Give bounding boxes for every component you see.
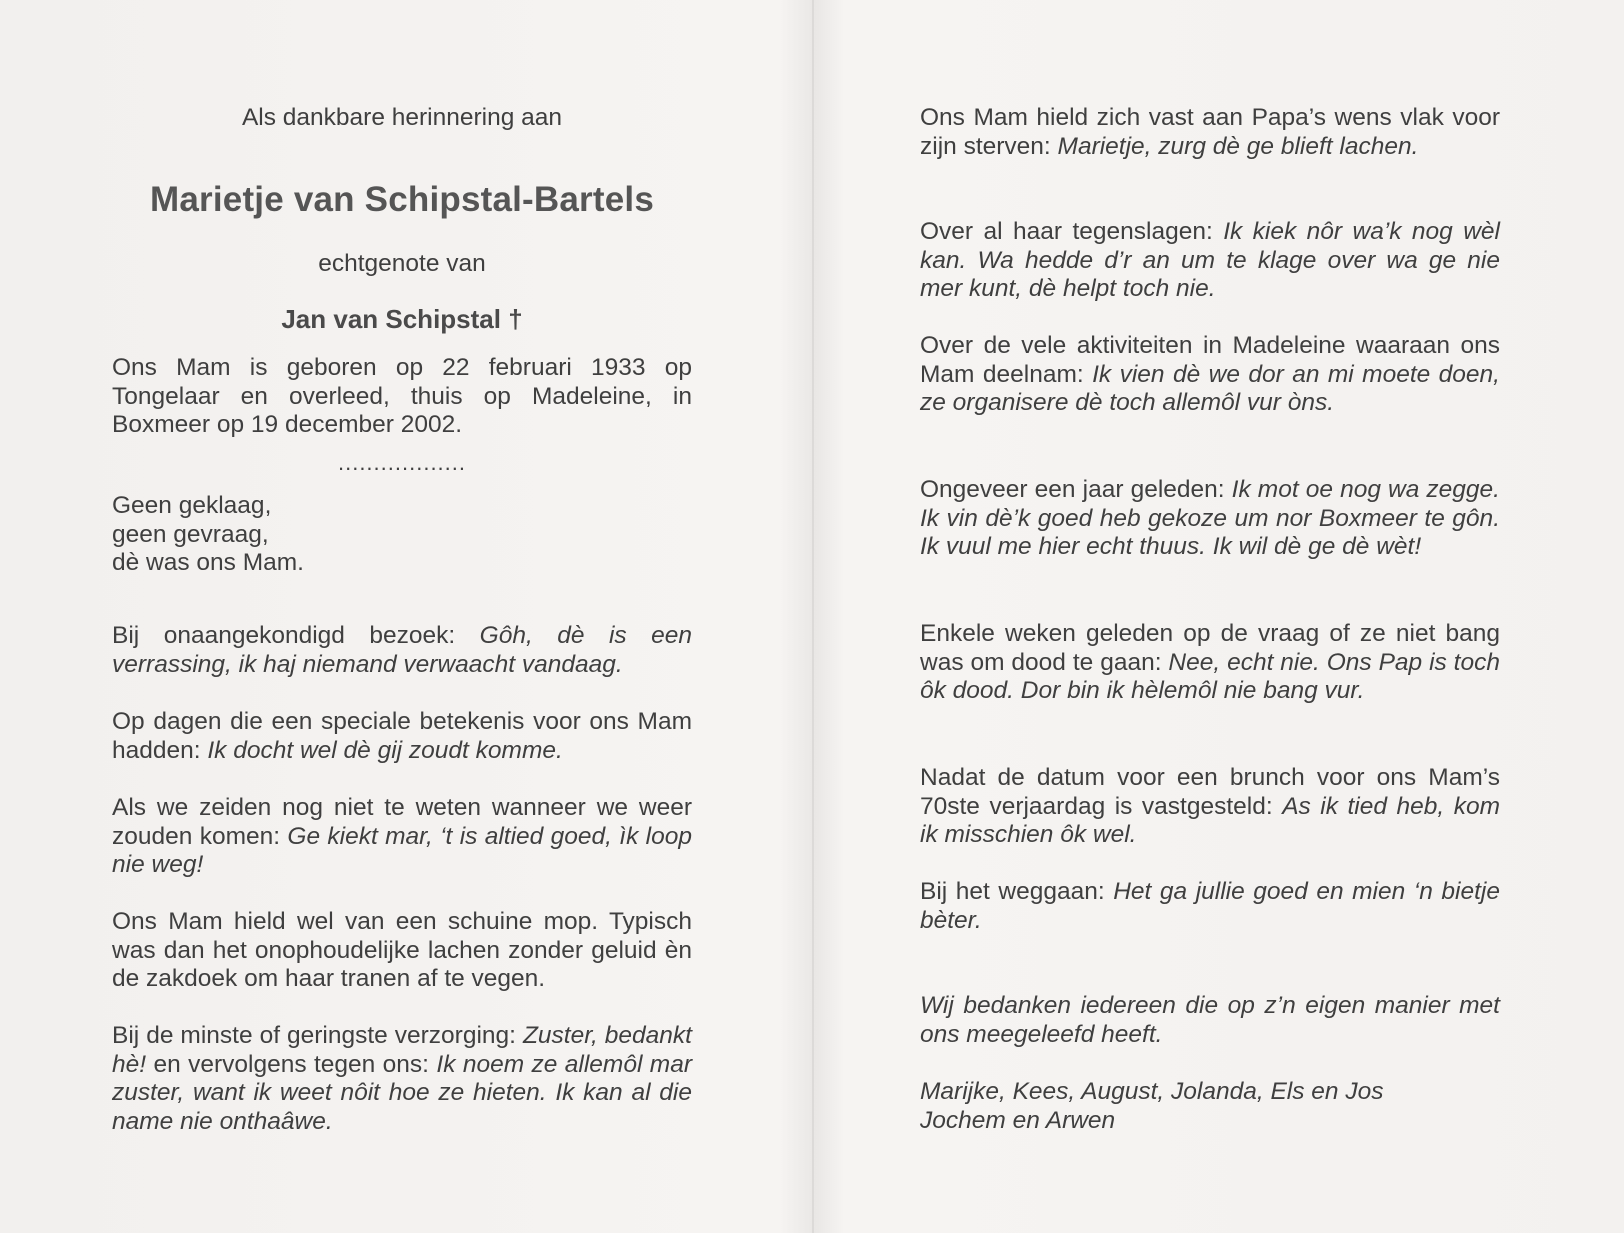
family-line: Marijke, Kees, August, Jolanda, Els en Jos <box>920 1078 1384 1105</box>
spouse-name: Jan van Schipstal † <box>281 304 523 334</box>
paragraph-year-ago <box>920 476 1500 562</box>
paragraph-text: Ons Mam hield wel van een schuine mop. Typisch was dan het onophoudelijke lachen zonder geluid èn de zakdoek om haar tranen af te vegen. <box>112 908 692 992</box>
paragraph-text: Ons Mam hield zich vast aan Papa’s wens vlak voor zijn sterven: <box>920 104 1500 160</box>
birth-line: Ons Mam is geboren op 22 februari 1933 op <box>112 354 692 381</box>
paragraph-text: Enkele weken geleden op de vraag of ze niet bang was om dood te gaan: <box>920 620 1500 676</box>
poem-line: Geen geklaag, <box>112 492 272 519</box>
spouse-label: echtgenote van <box>318 250 486 277</box>
paragraph-leaving <box>920 878 1500 935</box>
paragraph-care <box>112 1022 692 1136</box>
paragraph-papa-wish <box>920 104 1500 161</box>
separator-dots: .................. <box>337 450 467 475</box>
family-names <box>920 1078 1500 1135</box>
family-line: Jochem en Arwen <box>920 1106 1116 1134</box>
birth-paragraph <box>112 354 692 440</box>
paragraph-activities <box>920 332 1500 418</box>
quote-text: Ge kiekt mar, ‘t is altied goed, ìk loop nie weg! <box>112 822 692 878</box>
paragraph-text: Bij het weggaan: <box>920 878 1114 905</box>
intro-text: Als dankbare herinnering aan <box>241 104 563 131</box>
quote-text: Het ga jullie goed en mien ‘n bietje bèter. <box>920 878 1501 934</box>
paragraph-visit <box>112 622 692 679</box>
poem <box>112 492 692 578</box>
paragraph-text: en vervolgens tegen ons: <box>146 1050 437 1078</box>
quote-text: Ik mot oe nog wa zegge. Ik vin dè’k goed heb gekoze um nor Boxmeer te gôn. Ik vuul me hier echt thuus. Ik wil dè ge dè wèt! <box>920 476 1500 560</box>
paragraph-setbacks <box>920 218 1500 304</box>
card-fold <box>812 0 814 1233</box>
paragraph-special-days <box>112 708 692 765</box>
paragraph-brunch <box>920 764 1500 850</box>
quote-text: Ik docht wel dè gij zoudt komme. <box>207 736 563 764</box>
poem-line: geen gevraag, <box>112 520 269 548</box>
paragraph-joke <box>112 908 692 994</box>
quote-text: Marietje, zurg dè ge blieft lachen. <box>1057 132 1419 160</box>
quote-text: Ik noem ze allemôl mar zuster, want ik weet nôit hoe ze hieten. Ik kan al die name nie onthaâwe. <box>112 1050 692 1135</box>
quote-text: Zuster, bedankt hè! <box>112 1022 692 1078</box>
paragraph-text: Bij onaangekondigd bezoek: <box>112 622 480 649</box>
thanks-text: Wij bedanken iedereen die op z’n eigen manier met ons meegeleefd heeft. <box>920 992 1500 1048</box>
paragraph-text: Ongeveer een jaar geleden: <box>920 476 1232 503</box>
paragraph-text: Over de vele aktiviteiten in Madeleine waaraan ons Mam deelnam: <box>920 332 1500 388</box>
paragraph-text: Nadat de datum voor een brunch voor ons Mam’s 70ste verjaardag is vastgesteld: <box>920 764 1500 820</box>
paragraph-text: Als we zeiden nog niet te weten wanneer we weer zouden komen: <box>112 794 692 850</box>
quote-text: Gôh, dè is een verrassing, ik haj niemand verwaacht vandaag. <box>112 622 692 678</box>
paragraph-text: Bij de minste of geringste verzorging: <box>112 1022 523 1049</box>
birth-line: Tongelaar en overleed, thuis op Madeleine, in <box>112 382 692 410</box>
quote-text: Nee, echt nie. Ons Pap is toch ôk dood. Dor bin ik hèlemôl nie bang vur. <box>920 648 1500 704</box>
poem-line: dè was ons Mam. <box>112 549 304 576</box>
paragraph-return <box>112 794 692 880</box>
thanks-paragraph <box>920 992 1500 1049</box>
birth-line: Boxmeer op 19 december 2002. <box>112 411 463 438</box>
quote-text: Ik kiek nôr wa’k nog wèl kan. Wa hedde d’r an um te klage over wa ge nie mer kunt, dè helpt toch nie. <box>920 218 1500 302</box>
paragraph-weeks-ago <box>920 620 1500 706</box>
deceased-name: Marietje van Schipstal-Bartels <box>150 180 654 219</box>
paragraph-text: Over al haar tegenslagen: <box>920 218 1224 245</box>
quote-text: As ik tied heb, kom ik misschien ôk wel. <box>920 792 1500 848</box>
quote-text: Ik vien dè we dor an mi moete doen, ze organisere dè toch allemôl vur òns. <box>920 360 1500 416</box>
paragraph-text: Op dagen die een speciale betekenis voor ons Mam hadden: <box>112 708 692 764</box>
